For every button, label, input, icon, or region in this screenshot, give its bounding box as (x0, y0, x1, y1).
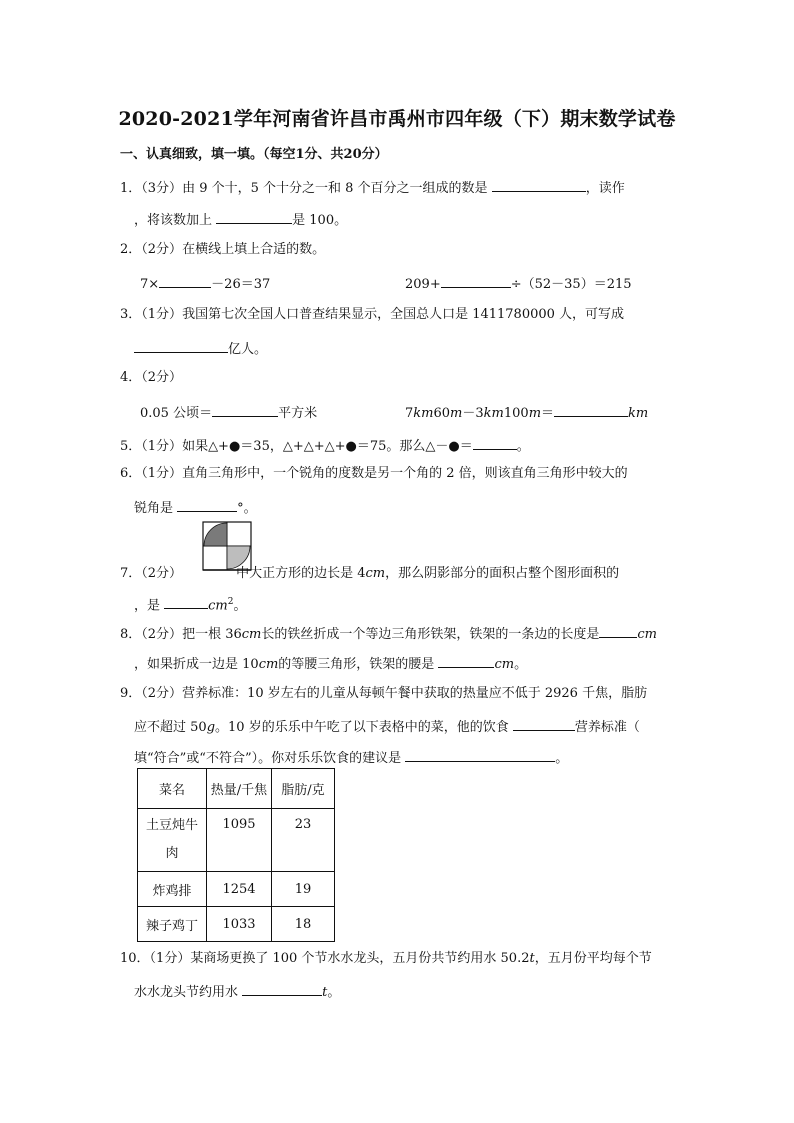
question-10-line-1: 10．（1分）某商场更换了 100 个节水水龙头，五月份共节约用水 50.2t，五月份平均每个节 (120, 951, 652, 966)
question-9-line-2: 应不超过 50g。10 岁的乐乐中午吃了以下表格中的菜，他的饮食 营养标准（ (134, 717, 640, 736)
table-cell: 1033 (207, 907, 272, 942)
answer-blank[interactable] (513, 717, 575, 731)
question-2-equation-2: 209+ ÷（52－35）＝215 (405, 274, 632, 293)
page-title: 2020-2021学年河南省许昌市禹州市四年级（下）期末数学试卷 (118, 108, 676, 130)
question-4-line-1: 4．（2分） (120, 370, 183, 385)
table-cell: 19 (272, 872, 335, 907)
question-4-equation-1: 0.05 公顷＝ 平方米 (140, 403, 317, 422)
question-9-line-3: 填“符合”或“不符合”）。你对乐乐饮食的建议是 。 (134, 748, 568, 767)
answer-blank[interactable] (242, 982, 322, 996)
question-9-line-1: 9．（2分）营养标准：10 岁左右的儿童从每顿午餐中获取的热量应不低于 2926 千焦，脂肪 (120, 686, 648, 701)
answer-blank[interactable] (159, 274, 211, 288)
question-2-line-1: 2．（2分）在横线上填上合适的数。 (120, 242, 326, 257)
question-7-line-2: ，是 $cm^2$。 (134, 597, 247, 614)
table-cell: 1254 (207, 872, 272, 907)
table-row (138, 907, 335, 942)
answer-blank[interactable] (473, 436, 517, 450)
question-10-line-2: 水水龙头节约用水 t。 (134, 982, 340, 1001)
table-cell: 辣子鸡丁 (138, 907, 207, 942)
answer-blank[interactable] (212, 403, 278, 417)
question-6-line-2: 锐角是 °。 (134, 498, 257, 517)
table-header: 热量/千焦 (207, 769, 272, 809)
table-cell: 土豆炖牛 肉 (138, 809, 207, 872)
answer-blank[interactable] (164, 595, 208, 609)
question-3-line-2: 亿人。 (134, 339, 267, 358)
answer-blank[interactable] (405, 748, 555, 762)
question-1-line-2: ，将该数加上 是 100。 (134, 210, 347, 229)
answer-blank[interactable] (554, 403, 628, 417)
dish-nutrition-table (137, 768, 335, 942)
answer-blank[interactable] (134, 339, 228, 353)
table-cell: 23 (272, 809, 335, 872)
table-header-row (138, 769, 335, 809)
question-8-line-1: 8．（2分）把一根 36cm长的铁丝折成一个等边三角形铁架，铁架的一条边的长度是 cm (120, 624, 657, 643)
question-1-line-1: 1．（3分）由 9 个十，5 个十分之一和 8 个百分之一组成的数是 ，读作 (120, 178, 625, 197)
question-4-equation-2: 7km60m－3km100m＝ km (405, 403, 648, 422)
table-cell: 1095 (207, 809, 272, 872)
table-header: 脂肪/克 (272, 769, 335, 809)
table-header: 菜名 (138, 769, 207, 809)
answer-blank[interactable] (492, 178, 586, 192)
table-row (138, 872, 335, 907)
question-8-line-2: ，如果折成一边是 10cm的等腰三角形，铁架的腰是 cm。 (134, 654, 527, 673)
answer-blank[interactable] (599, 624, 637, 638)
table-row (138, 809, 335, 872)
question-2-equation-1: 7× －26＝37 (140, 274, 270, 293)
question-7-line-1: 7．（2分） 中大正方形的边长是 4cm，那么阴影部分的面积占整个图形面积的 (120, 566, 620, 581)
question-6-line-1: 6．（1分）直角三角形中，一个锐角的度数是另一个角的 2 倍，则该直角三角形中较大的 (120, 466, 628, 481)
question-5: 5．（1分）如果△+●＝35，△+△+△+●＝75。那么△－●＝ 。 (120, 436, 530, 455)
answer-blank[interactable] (177, 498, 237, 512)
question-3-line-1: 3．（1分）我国第七次全国人口普查结果显示，全国总人口是 1411780000 人，可写成 (120, 307, 625, 322)
answer-blank[interactable] (438, 654, 494, 668)
answer-blank[interactable] (441, 274, 511, 288)
answer-blank[interactable] (216, 210, 292, 224)
table-cell: 炸鸡排 (138, 872, 207, 907)
section-heading: 一、认真细致，填一填。（每空1分、共20分） (120, 147, 388, 162)
table-cell: 18 (272, 907, 335, 942)
